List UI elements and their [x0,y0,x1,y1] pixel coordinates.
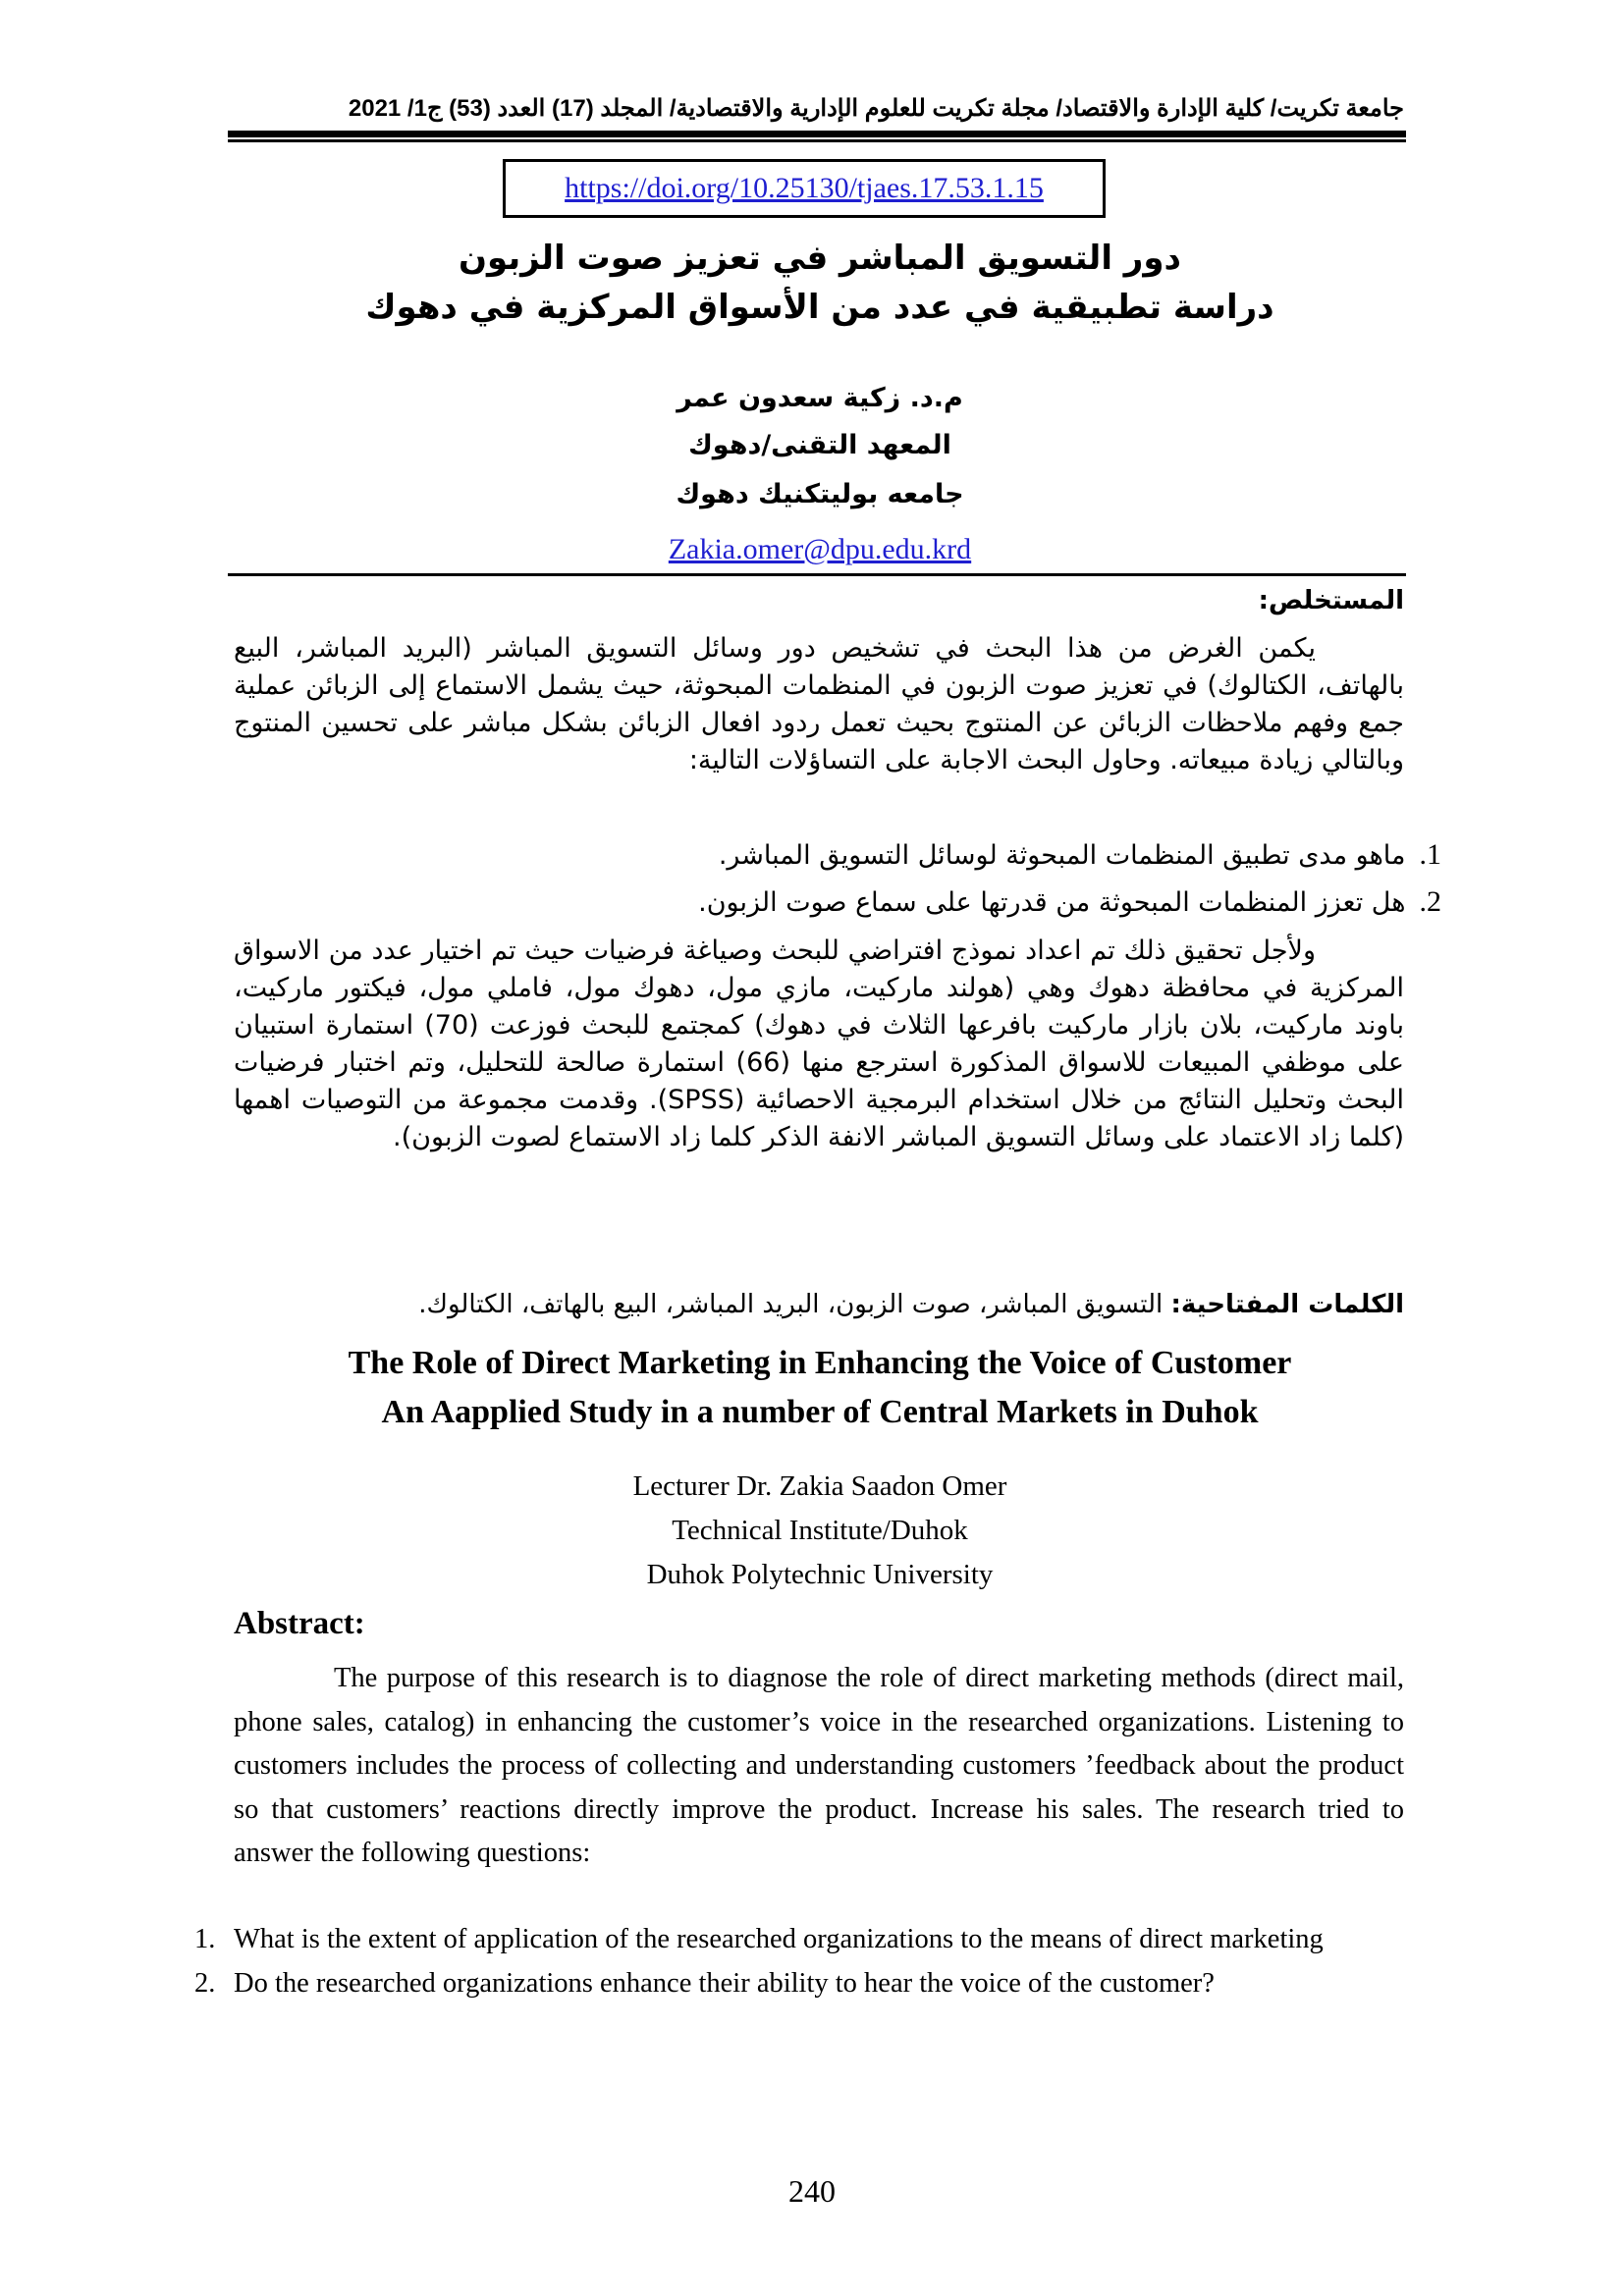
arabic-question-2 [234,883,1441,922]
arabic-question-text: هل تعزز المنظمات المبحوثة من قدرتها على سماع صوت الزبون. [698,887,1406,918]
arabic-question-number: 1. [1419,838,1441,871]
english-question-number: 1. [194,1924,216,1954]
english-abstract-paragraph: The purpose of this research is to diagnose the role of direct marketing methods (direct mail, phone sales, catalog) in enhancing the customer’s voice in the researched organizations. Listening to customers includes the process of collecting and understanding customers ’feedback about the product so that customers’ reactions directly improve the product. Increase his sales. The research tried to answer the following questions: [234,1663,1404,1868]
arabic-keywords-label: الكلمات المفتاحية: [1170,1290,1404,1319]
arabic-question-number: 2. [1419,885,1441,918]
arabic-abstract-paragraph-1: يكمن الغرض من هذا البحث في تشخيص دور وسائل التسويق المباشر (البريد المباشر، البيع بالهاتف، الكتالوك) في تعزيز صوت الزبون في المنظمات المبحوثة، حيث يشمل الاستماع إلى الزبائن عملية جمع وفهم ملاحظات الزبائن عن المنتوج بحيث تعمل ردود افعال الزبائن بشكل مباشر على تحسين المنتوج وبالتالي زيادة مبيعاته. وحاول البحث الاجابة على التساؤلات التالية: [234,633,1404,775]
header-rule-thin [228,139,1406,142]
header-rule-thick [228,131,1406,137]
arabic-question-1 [234,836,1441,875]
arabic-title-line1: دور التسويق المباشر في تعزيز صوت الزبون [459,239,1181,278]
english-question-text: What is the extent of application of the researched organizations to the means of direct marketing [234,1924,1324,1954]
arabic-title-line2: دراسة تطبيقية في عدد من الأسواق المركزية في دهوك [365,288,1274,327]
email-link[interactable]: Zakia.omer@dpu.edu.krd [668,533,972,565]
doi-box [503,159,1106,218]
author-email [236,530,1404,569]
arabic-question-text: ماهو مدى تطبيق المنظمات المبحوثة لوسائل التسويق المباشر. [718,840,1406,871]
arabic-abstract-heading: المستخلص: [1258,586,1404,615]
page-number: 240 [788,2173,836,2209]
english-author-university: Duhok Polytechnic University [646,1559,994,1590]
english-question-1 [194,1918,1404,1962]
arabic-keywords [234,1286,1404,1323]
english-author-institute: Technical Institute/Duhok [672,1515,968,1546]
english-question-2 [194,1962,1404,2006]
english-title-line1: The Role of Direct Marketing in Enhancing the Voice of Customer [348,1345,1292,1381]
english-questions-list [194,1918,1404,2005]
arabic-author-university: جامعه بوليتكنيك دهوك [676,479,964,509]
arabic-author-name: م.د. زكية سعدون عمر [677,383,963,413]
english-abstract-heading: Abstract: [234,1606,365,1641]
section-divider [228,573,1406,576]
english-question-number: 2. [194,1967,216,1999]
arabic-abstract-paragraph-2: ولأجل تحقيق ذلك تم اعداد نموذج افتراضي للبحث وصياغة فرضيات حيث تم اختيار عدد من الاسواق المركزية في محافظة دهوك وهي (هولند ماركيت، مازي مول، دهوك مول، فاملي مول، فيكتور ماركيت، باوند ماركيت، بلان بازار ماركيت بافرعها الثلاث في دهوك) كمجتمع للبحث فوزعت (70) استمارة استبيان على موظفي المبيعات للاسواق المذكورة استرجع منها (66) استمارة صالحة للتحليل، وتم اختبار فرضيات البحث وتحليل النتائج من خلال استخدام البرمجية الاحصائية (SPSS). وقدمت مجموعة من التوصيات اهمها (كلما زاد الاعتماد على وسائل التسويق المباشر الانفة الذكر كلما زاد الاستماع لصوت الزبون). [234,935,1404,1152]
english-author-name: Lecturer Dr. Zakia Saadon Omer [632,1470,1007,1502]
doi-link[interactable]: https://doi.org/10.25130/tjaes.17.53.1.15 [565,172,1044,204]
arabic-keywords-text: التسويق المباشر، صوت الزبون، البريد المباشر، البيع بالهاتف، الكتالوك. [418,1290,1171,1319]
english-title-line2: An Aapplied Study in a number of Central Markets in Duhok [381,1394,1259,1430]
arabic-author-institute: المعهد التقنى/دهوك [688,430,951,460]
journal-header: جامعة تكريت/ كلية الإدارة والاقتصاد/ مجلة تكريت للعلوم الإدارية والاقتصادية/ المجلد (17) العدد (53) ج1/ 2021 [348,95,1404,122]
english-question-text: Do the researched organizations enhance their ability to hear the voice of the customer? [234,1967,1215,1999]
